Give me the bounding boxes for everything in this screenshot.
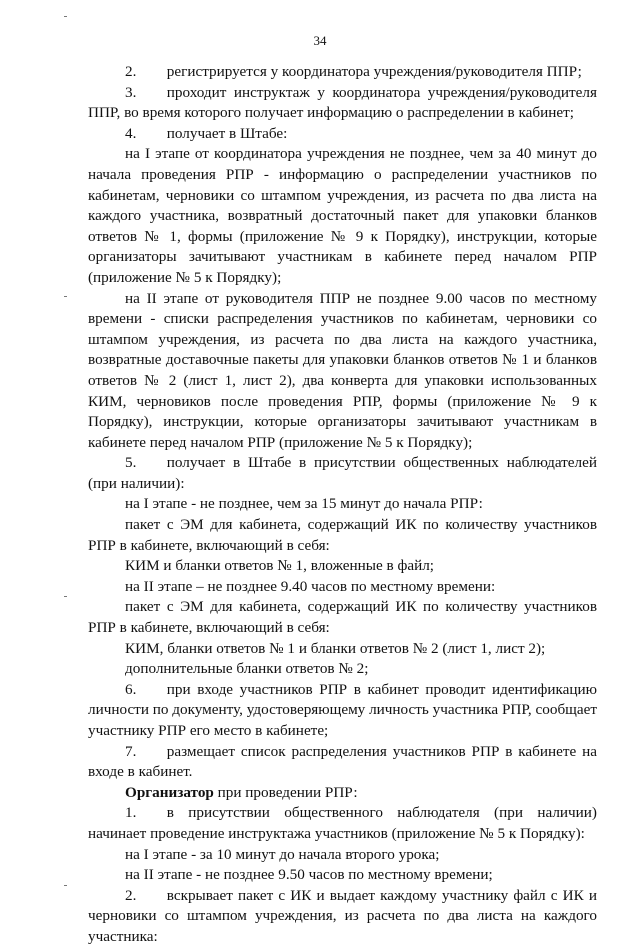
paragraph-stage-2-staff: на II этапе от руководителя ППР не позднее 9.00 часов по местному времени - списки распределения участников по кабинетам, черновики со штампом учреждения, из расчета по два листа на каждого участника, возвратные доставочные пакеты для упаковки бланков ответов № 1 и бланков ответов № 2 (лист 1, лист 2), два конверта для упаковки использованных КИМ, черновиков после проведения РПР, формы (приложение № 9 к Порядку), инструкции, которые организаторы зачитывают участникам в кабинете перед началом РПР (приложение № 5 к Порядку); bbox=[88, 289, 597, 451]
paragraph-stage-1-contents: КИМ и бланки ответов № 1, вложенные в файл; bbox=[125, 557, 435, 575]
paragraph-organizer-2: 2. вскрывает пакет с ИК и выдает каждому участнику файл с ИК и черновики со штампом учреждения, из расчета по два листа на каждого участника: bbox=[88, 886, 597, 945]
paragraph-stage-1-package: пакет с ЭМ для кабинета, содержащий ИК по количеству участников РПР в кабинете, включающий в себя: bbox=[88, 516, 597, 554]
paragraph-organizer-stage-2: на II этапе - не позднее 9.50 часов по местному времени; bbox=[125, 866, 493, 884]
paragraph-organizer-1: 1. в присутствии общественного наблюдателя (при наличии) начинает проведение инструктажа участников (приложение № 5 к Порядку): bbox=[88, 804, 597, 842]
organizer-heading bbox=[88, 783, 597, 804]
paragraph-item-7: 7. размещает список распределения участников РПР в кабинете на входе в кабинет. bbox=[88, 742, 597, 781]
paragraph-stage-2-time: на II этапе – не позднее 9.40 часов по местному времени: bbox=[125, 577, 496, 595]
paragraph-item-6: 6. при входе участников РПР в кабинет проводит идентификацию личности по документу, удостоверяющему личность участника РПР, сообщает участнику РПР его место в кабинете; bbox=[88, 680, 597, 739]
scan-mark bbox=[64, 596, 67, 597]
paragraph-stage-2-package: пакет с ЭМ для кабинета, содержащий ИК по количеству участников РПР в кабинете, включающий в себя: bbox=[88, 598, 597, 637]
scan-mark bbox=[64, 885, 67, 886]
paragraph-item-4: 4. получает в Штабе: bbox=[125, 124, 288, 142]
paragraph-organizer-stage-1: на I этапе - за 10 минут до начала второго урока; bbox=[125, 845, 440, 863]
page-number: 34 bbox=[313, 33, 327, 48]
paragraph-stage-1-time: на I этапе - не позднее, чем за 15 минут до начала РПР: bbox=[125, 495, 483, 513]
organizer-heading-bold: Организатор bbox=[125, 783, 214, 801]
scan-mark bbox=[64, 296, 67, 297]
organizer-heading-rest: при проведении РПР: bbox=[213, 783, 358, 801]
document-body bbox=[88, 62, 597, 948]
paragraph-extra-forms: дополнительные бланки ответов № 2; bbox=[125, 660, 369, 678]
scan-mark bbox=[64, 16, 67, 17]
paragraph-stage-2-contents: КИМ, бланки ответов № 1 и бланки ответов № 2 (лист 1, лист 2); bbox=[125, 639, 546, 657]
paragraph-item-3: 3. проходит инструктаж у координатора учреждения/руководителя ППР, во время которого получает информацию о распределении в кабинет; bbox=[88, 83, 597, 122]
paragraph-stage-1-staff: на I этапе от координатора учреждения не позднее, чем за 40 минут до начала проведения РПР - информацию о распределении участников по кабинетам, черновики со штампом учреждения, из расчета по два листа на каждого участника, возвратный достаточный пакет для упаковки бланков ответов № 1, формы (приложение № 9 к Порядку), инструкции, которые организаторы зачитывают участникам в кабинете перед началом РПР (приложение № 5 к Порядку); bbox=[88, 145, 597, 286]
paragraph-item-5: 5. получает в Штабе в присутствии общественных наблюдателей (при наличии): bbox=[88, 454, 597, 492]
paragraph-item-2: 2. регистрируется у координатора учреждения/руководителя ППР; bbox=[125, 63, 582, 80]
